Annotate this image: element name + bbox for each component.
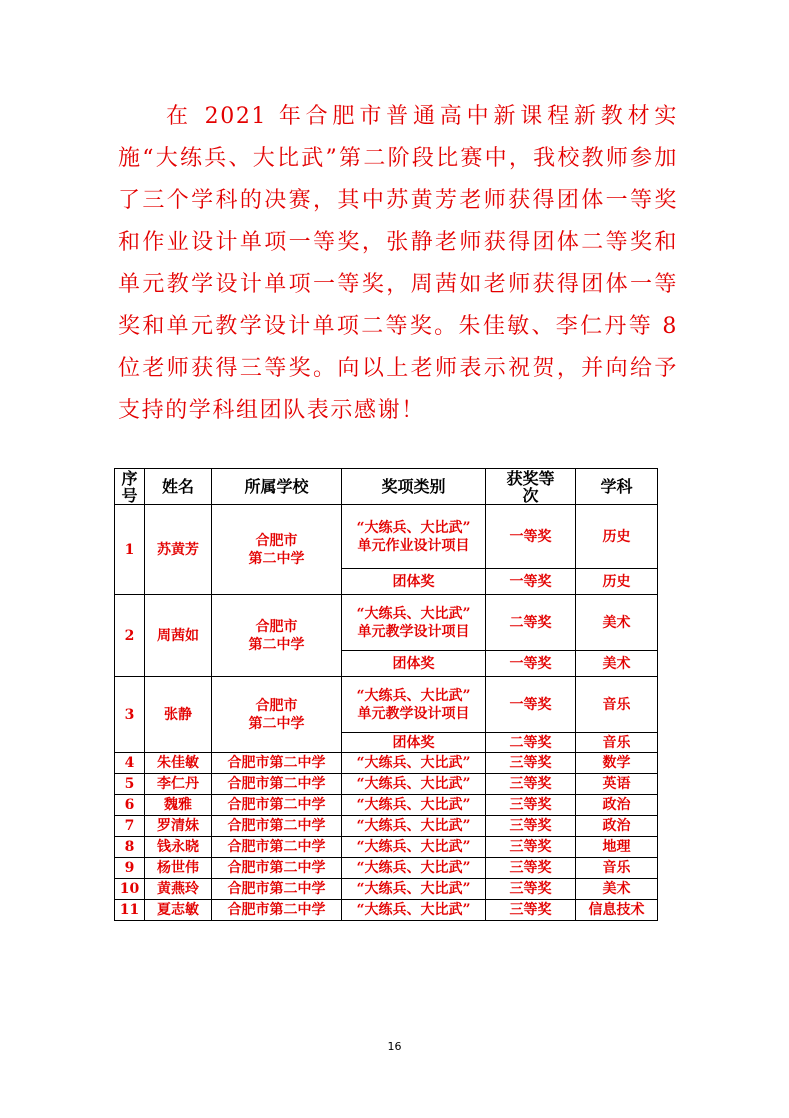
table-row bbox=[115, 879, 658, 900]
row-index: 4 bbox=[115, 753, 145, 774]
row-index: 10 bbox=[115, 879, 145, 900]
row-award: “大练兵、大比武” bbox=[342, 879, 486, 900]
row-grade: 一等奖 bbox=[486, 569, 576, 595]
row-name: 张静 bbox=[145, 677, 212, 753]
row-award: “大练兵、大比武” bbox=[342, 900, 486, 921]
row-index: 5 bbox=[115, 774, 145, 795]
row-index: 6 bbox=[115, 795, 145, 816]
table-row bbox=[115, 837, 658, 858]
row-subject: 英语 bbox=[576, 774, 658, 795]
header-name: 姓名 bbox=[145, 469, 212, 505]
table-row bbox=[115, 774, 658, 795]
row-award: “大练兵、大比武” bbox=[342, 837, 486, 858]
row-school: 合肥市第二中学 bbox=[212, 837, 342, 858]
row-grade: 一等奖 bbox=[486, 505, 576, 569]
row-subject: 音乐 bbox=[576, 677, 658, 733]
row-school: 合肥市第二中学 bbox=[212, 795, 342, 816]
row-grade: 二等奖 bbox=[486, 595, 576, 651]
row-school: 合肥市 第二中学 bbox=[212, 505, 342, 595]
row-award: “大练兵、大比武” 单元教学设计项目 bbox=[342, 677, 486, 733]
row-school: 合肥市第二中学 bbox=[212, 753, 342, 774]
table-row bbox=[115, 595, 658, 651]
row-school: 合肥市第二中学 bbox=[212, 858, 342, 879]
row-grade: 三等奖 bbox=[486, 774, 576, 795]
row-award: “大练兵、大比武” bbox=[342, 774, 486, 795]
row-name: 杨世伟 bbox=[145, 858, 212, 879]
row-name: 周茜如 bbox=[145, 595, 212, 677]
row-grade: 三等奖 bbox=[486, 900, 576, 921]
row-award: 团体奖 bbox=[342, 569, 486, 595]
row-subject: 音乐 bbox=[576, 733, 658, 753]
row-index: 7 bbox=[115, 816, 145, 837]
row-name: 魏雅 bbox=[145, 795, 212, 816]
row-award: “大练兵、大比武” bbox=[342, 753, 486, 774]
header-school: 所属学校 bbox=[212, 469, 342, 505]
header-grade: 获奖等次 bbox=[486, 469, 576, 505]
row-school: 合肥市第二中学 bbox=[212, 774, 342, 795]
header-idx: 序号 bbox=[115, 469, 145, 505]
row-award: “大练兵、大比武” 单元教学设计项目 bbox=[342, 595, 486, 651]
row-subject: 美术 bbox=[576, 651, 658, 677]
row-award: “大练兵、大比武” bbox=[342, 795, 486, 816]
row-award: 团体奖 bbox=[342, 733, 486, 753]
row-award: “大练兵、大比武” bbox=[342, 858, 486, 879]
awards-table bbox=[114, 468, 658, 921]
row-subject: 地理 bbox=[576, 837, 658, 858]
row-award: 团体奖 bbox=[342, 651, 486, 677]
table-row bbox=[115, 677, 658, 733]
row-name: 苏黄芳 bbox=[145, 505, 212, 595]
table-row bbox=[115, 795, 658, 816]
row-name: 夏志敏 bbox=[145, 900, 212, 921]
row-school: 合肥市第二中学 bbox=[212, 879, 342, 900]
row-grade: 二等奖 bbox=[486, 733, 576, 753]
row-subject: 美术 bbox=[576, 595, 658, 651]
intro-paragraph: 在 2021 年合肥市普通高中新课程新教材实施“大练兵、大比武”第二阶段比赛中，我校教师参加了三个学科的决赛，其中苏黄芳老师获得团体一等奖和作业设计单项一等奖，张静老师获得团体二等奖和单元教学设计单项一等奖，周茜如老师获得团体一等奖和单元教学设计单项二等奖。朱佳敏、李仁丹等 8 位老师获得三等奖。向以上老师表示祝贺，并向给予支持的学科组团队表示感谢！ bbox=[118, 104, 678, 423]
table-row bbox=[115, 816, 658, 837]
table-row bbox=[115, 900, 658, 921]
row-grade: 三等奖 bbox=[486, 816, 576, 837]
row-grade: 三等奖 bbox=[486, 795, 576, 816]
table-header-row bbox=[115, 469, 658, 505]
row-school: 合肥市 第二中学 bbox=[212, 677, 342, 753]
row-grade: 一等奖 bbox=[486, 651, 576, 677]
row-grade: 三等奖 bbox=[486, 837, 576, 858]
row-subject: 历史 bbox=[576, 505, 658, 569]
row-index: 1 bbox=[115, 505, 145, 595]
row-subject: 政治 bbox=[576, 816, 658, 837]
row-grade: 三等奖 bbox=[486, 753, 576, 774]
row-name: 罗清妹 bbox=[145, 816, 212, 837]
table-row bbox=[115, 753, 658, 774]
header-subject: 学科 bbox=[576, 469, 658, 505]
header-award: 奖项类别 bbox=[342, 469, 486, 505]
row-school: 合肥市第二中学 bbox=[212, 816, 342, 837]
row-subject: 信息技术 bbox=[576, 900, 658, 921]
row-subject: 历史 bbox=[576, 569, 658, 595]
row-school: 合肥市 第二中学 bbox=[212, 595, 342, 677]
row-index: 11 bbox=[115, 900, 145, 921]
row-school: 合肥市第二中学 bbox=[212, 900, 342, 921]
table-row bbox=[115, 858, 658, 879]
row-name: 朱佳敏 bbox=[145, 753, 212, 774]
row-subject: 数学 bbox=[576, 753, 658, 774]
row-index: 3 bbox=[115, 677, 145, 753]
row-subject: 音乐 bbox=[576, 858, 658, 879]
row-subject: 美术 bbox=[576, 879, 658, 900]
row-name: 钱永晓 bbox=[145, 837, 212, 858]
table-row bbox=[115, 505, 658, 569]
row-award: “大练兵、大比武” 单元作业设计项目 bbox=[342, 505, 486, 569]
row-name: 李仁丹 bbox=[145, 774, 212, 795]
row-subject: 政治 bbox=[576, 795, 658, 816]
row-index: 9 bbox=[115, 858, 145, 879]
row-name: 黄燕玲 bbox=[145, 879, 212, 900]
row-index: 8 bbox=[115, 837, 145, 858]
row-grade: 一等奖 bbox=[486, 677, 576, 733]
page-number: 16 bbox=[387, 1040, 402, 1053]
row-grade: 三等奖 bbox=[486, 858, 576, 879]
row-award: “大练兵、大比武” bbox=[342, 816, 486, 837]
row-index: 2 bbox=[115, 595, 145, 677]
row-grade: 三等奖 bbox=[486, 879, 576, 900]
